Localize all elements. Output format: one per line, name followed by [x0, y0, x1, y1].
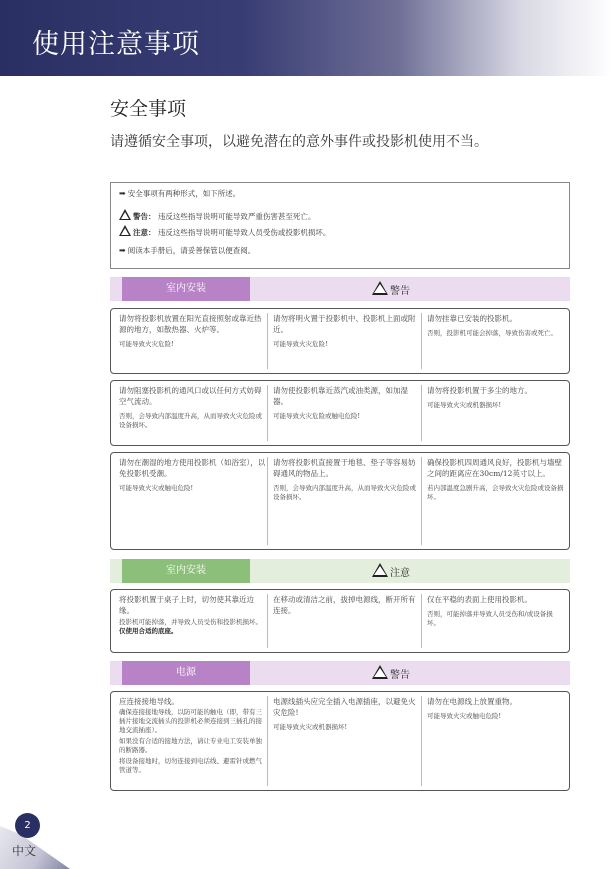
- category-label: 室内安装: [122, 559, 250, 583]
- warning-triangle-icon: [372, 281, 388, 295]
- row4-col3: 仅在平稳的表面上使用投影机。 否则，可能掉落并导致人员受伤和/或设备损坏。: [427, 595, 553, 627]
- row1-col3: 请勿挂靠已安装的投影机。 否则，投影机可能会掉落，导致伤害或死亡。: [427, 314, 557, 337]
- caution-triangle-icon: [372, 563, 388, 577]
- category-label: 电源: [122, 661, 250, 685]
- row2-col3: 请勿将投影机置于多尘的地方。 可能导致火灾或机器损坏!: [427, 386, 532, 409]
- warning-triangle-icon: [119, 209, 131, 220]
- category-bar-indoor-caution: [110, 559, 570, 583]
- row5-col2: 电源线插头应完全插入电源插座，以避免火灾危险! 可能导致火灾或机器损坏!: [273, 697, 416, 731]
- category-kind: 警告: [372, 665, 410, 681]
- row2-col2: 请勿使投影机靠近蒸汽或油类源，如加湿器。 可能导致火灾危险或触电危险!: [273, 386, 408, 420]
- category-label: 室内安装: [122, 277, 250, 301]
- row1-col2: 请勿将明火置于投影机中、投影机上面或附近。 可能导致火灾危险!: [273, 314, 416, 348]
- row3-col1: 请勿在潮湿的地方使用投影机（如浴室），以免投影机受潮。 可能导致火灾或触电危险!: [119, 458, 266, 492]
- warning-text: 违反这些指导说明可能导致严重伤害甚至死亡。: [157, 212, 316, 221]
- section-title: 安全事项: [110, 98, 187, 120]
- safety-row-1: [110, 308, 570, 374]
- category-kind: 注意: [372, 563, 410, 579]
- page-title: 使用注意事项: [32, 29, 200, 60]
- caution-triangle-icon: [119, 225, 131, 236]
- language-label: 中文: [12, 844, 37, 858]
- row2-col1: 请勿阻塞投影机的通风口或以任何方式妨碍空气流动。 否则，会导致内部温度升高，从而导致火灾危险或设备损坏。: [119, 386, 262, 429]
- header-banner: [0, 0, 612, 76]
- notice-line-4: ➡ 阅读本手册后，请妥善保管以便查阅。: [119, 246, 256, 255]
- row5-col3: 请勿在电源线上放置重物。 可能导致火灾或触电危险!: [427, 697, 517, 720]
- row1-col1: 请勿将投影机放置在阳光直接照射或靠近热源的地方，如散热器、火炉等。 可能导致火灾危险!: [119, 314, 262, 348]
- notice-caution: [119, 225, 330, 238]
- notice-warning: [119, 209, 315, 222]
- page-number: 2: [15, 813, 40, 838]
- notice-box: [110, 182, 570, 269]
- row4-col2: 在移动或清洁之前，拔掉电源线，断开所有连接。: [273, 595, 416, 615]
- safety-row-3: [110, 452, 570, 550]
- caution-label: 注意：: [133, 228, 156, 237]
- row5-col1: 应连接接地导线。 确保连接接地导线，以防可能的触电（即，带有三插片接地交流插头的投影机必须连接到三插孔的接地交流插座）。 如果没有合适的接地方法，请让专业电工安装单独的断路器。 将设备接地时，切勿连接到电话线、避雷针或燃气管道等。: [119, 697, 262, 774]
- category-bar-indoor-warning: [110, 277, 570, 301]
- caution-text: 违反这些指导说明可能导致人员受伤或投影机损坏。: [157, 228, 331, 237]
- row4-col1: 将投影机置于桌子上时，切勿使其靠近边缘。 投影机可能掉落，并导致人员受伤和投影机损坏。 仅使用合适的底座。: [119, 595, 262, 635]
- safety-row-4: [110, 589, 570, 653]
- warning-label: 警告：: [133, 212, 156, 221]
- safety-row-5: [110, 691, 570, 791]
- safety-row-2: [110, 380, 570, 446]
- section-intro: 请遵循安全事项，以避免潜在的意外事件或投影机使用不当。: [110, 134, 488, 150]
- warning-triangle-icon: [372, 665, 388, 679]
- arrow-right-icon: ➡: [119, 246, 126, 255]
- arrow-right-icon: ➡: [119, 189, 126, 198]
- notice-line-1: ➡ 安全事项有两种形式，如下所述。: [119, 189, 241, 198]
- category-bar-power-warning: [110, 661, 570, 685]
- category-kind: 警告: [372, 281, 410, 297]
- row3-col3: 确保投影机四周通风良好，投影机与墙壁之间的距离应在30cm/12英寸以上。 若内部温度急剧升高，会导致火灾危险或设备损坏。: [427, 458, 564, 501]
- row3-col2: 请勿将投影机直接置于地毯、垫子等容易妨碍通风的物品上。 否则，会导致内部温度升高，从而导致火灾危险或设备损坏。: [273, 458, 416, 501]
